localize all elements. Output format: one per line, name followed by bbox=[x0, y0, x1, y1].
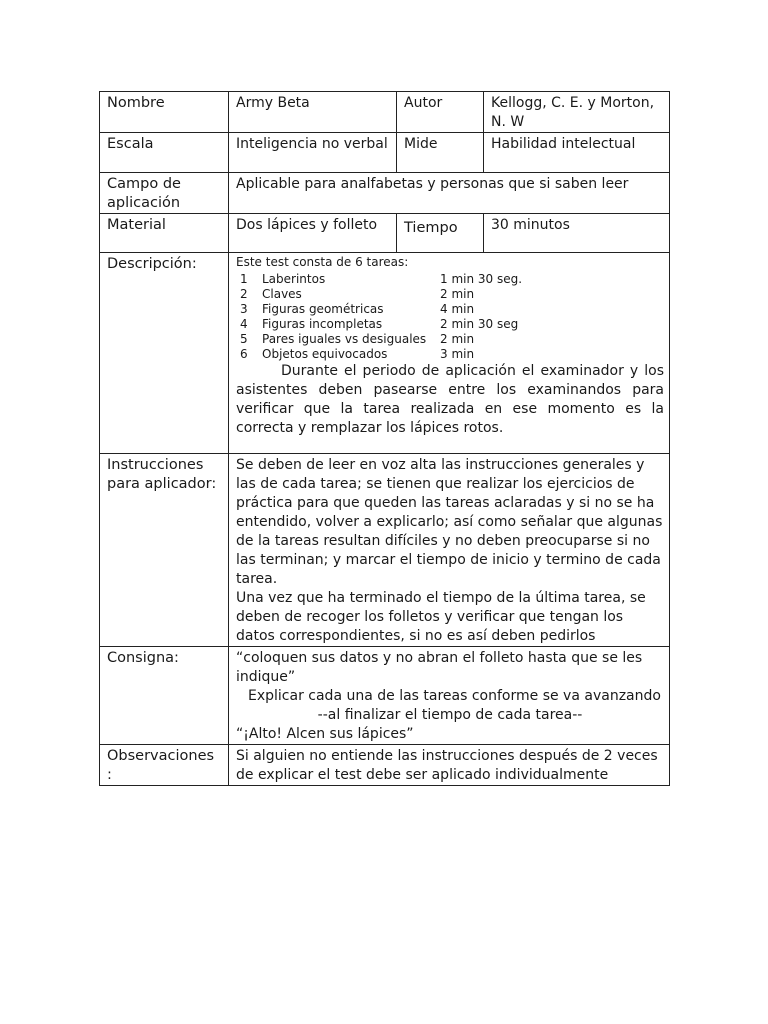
task-name: Laberintos bbox=[262, 272, 326, 286]
instrucciones-paragraph-1: Se deben de leer en voz alta las instrucciones generales y las de cada tarea; se tienen que realizar los ejercicios de práctica para que queden las tareas aclaradas y si no se ha entendido, volver a explicarlo; así como señalar que algunas de la tareas resultan difíciles y no deben preocuparse si no las terminan; y marcar el tiempo de inicio y termino de cada tarea. bbox=[236, 457, 663, 587]
consigna-line-3: --al finalizar el tiempo de cada tarea-- bbox=[317, 707, 583, 723]
value-mide: Habilidad intelectual bbox=[484, 133, 670, 173]
task-name: Figuras incompletas bbox=[262, 317, 383, 331]
task-time: 2 min bbox=[440, 332, 475, 346]
value-autor: Kellogg, C. E. y Morton, N. W bbox=[484, 92, 670, 133]
task-number: 4 bbox=[240, 317, 248, 331]
row-escala bbox=[100, 133, 670, 173]
consigna-line-4: “¡Alto! Alcen sus lápices” bbox=[236, 726, 414, 742]
row-nombre bbox=[100, 92, 670, 133]
task-time: 2 min 30 seg bbox=[440, 317, 519, 331]
row-consigna bbox=[100, 647, 670, 745]
row-instrucciones bbox=[100, 454, 670, 647]
task-time: 3 min bbox=[440, 347, 475, 361]
test-sheet bbox=[99, 91, 669, 786]
label-nombre: Nombre bbox=[100, 92, 229, 133]
task-item bbox=[240, 302, 664, 317]
task-number: 6 bbox=[240, 347, 248, 361]
task-time: 4 min bbox=[440, 302, 475, 316]
value-nombre: Army Beta bbox=[229, 92, 397, 133]
row-descripcion bbox=[100, 253, 670, 454]
task-item bbox=[240, 347, 664, 362]
task-number: 1 bbox=[240, 272, 248, 286]
value-material: Dos lápices y folleto bbox=[229, 214, 397, 253]
label-escala: Escala bbox=[100, 133, 229, 173]
label-mide: Mide bbox=[397, 133, 484, 173]
label-instrucciones: Instrucciones para aplicador: bbox=[100, 454, 229, 647]
instrucciones-paragraph-2: Una vez que ha terminado el tiempo de la última tarea, se deben de recoger los folletos y verificar que tengan los datos correspondientes, si no es así deben pedirlos bbox=[236, 590, 646, 644]
value-tiempo: 30 minutos bbox=[484, 214, 670, 253]
task-item bbox=[240, 332, 664, 347]
label-observaciones: Observaciones : bbox=[100, 745, 229, 786]
value-descripcion bbox=[229, 253, 670, 454]
value-consigna bbox=[229, 647, 670, 745]
task-name: Pares iguales vs desiguales bbox=[262, 332, 427, 346]
label-campo: Campo de aplicación bbox=[100, 173, 229, 214]
consigna-line-2: Explicar cada una de las tareas conforme se va avanzando bbox=[248, 688, 661, 704]
task-name: Claves bbox=[262, 287, 302, 301]
task-time: 1 min 30 seg. bbox=[440, 272, 523, 286]
task-item bbox=[240, 287, 664, 302]
label-autor: Autor bbox=[397, 92, 484, 133]
row-observaciones bbox=[100, 745, 670, 786]
consigna-line-1: “coloquen sus datos y no abran el folleto hasta que se les indique” bbox=[236, 650, 643, 685]
descripcion-paragraph: Durante el periodo de aplicación el examinador y los asistentes deben pasearse entre los examinandos para verificar que la tarea realizada en ese momento es la correcta y remplazar los lápices rotos. bbox=[236, 363, 664, 436]
value-campo: Aplicable para analfabetas y personas que si saben leer bbox=[229, 173, 670, 214]
task-number: 5 bbox=[240, 332, 248, 346]
label-material: Material bbox=[100, 214, 229, 253]
value-escala: Inteligencia no verbal bbox=[229, 133, 397, 173]
task-time: 2 min bbox=[440, 287, 475, 301]
value-observaciones: Si alguien no entiende las instrucciones después de 2 veces de explicar el test debe ser aplicado individualmente bbox=[229, 745, 670, 786]
value-instrucciones bbox=[229, 454, 670, 647]
task-number: 2 bbox=[240, 287, 248, 301]
row-campo bbox=[100, 173, 670, 214]
test-info-table bbox=[99, 91, 670, 786]
descripcion-intro: Este test consta de 6 tareas: bbox=[236, 255, 409, 269]
task-name: Figuras geométricas bbox=[262, 302, 384, 316]
label-tiempo: Tiempo bbox=[397, 214, 484, 253]
task-name: Objetos equivocados bbox=[262, 347, 388, 361]
row-material bbox=[100, 214, 670, 253]
task-list bbox=[240, 272, 664, 362]
task-item bbox=[240, 272, 664, 287]
label-descripcion: Descripción: bbox=[100, 253, 229, 454]
label-consigna: Consigna: bbox=[100, 647, 229, 745]
task-number: 3 bbox=[240, 302, 248, 316]
task-item bbox=[240, 317, 664, 332]
